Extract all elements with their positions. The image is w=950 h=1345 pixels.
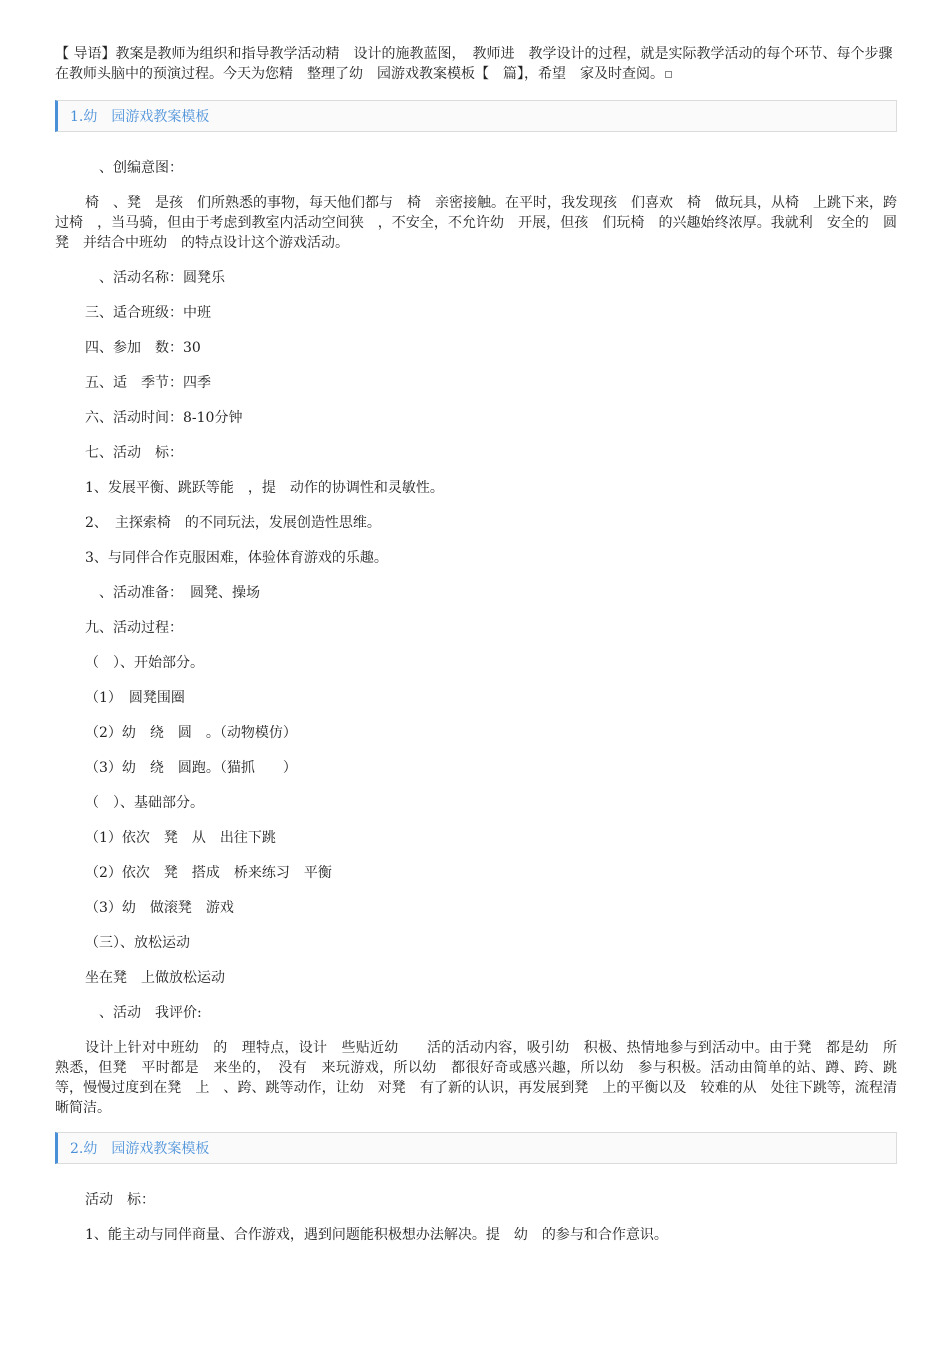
process-step-1-2: （2）幼 绕 圆 。（动物模仿） [85, 725, 297, 741]
goal-3: 3、与同伴合作克服困难，体验体育游戏的乐趣。 [85, 550, 388, 566]
item-duration: 六、活动时间：8-10分钟 [85, 410, 243, 426]
paragraph-evaluation: 设计上针对中班幼 的 理特点，设计 些贴近幼 活的活动内容，吸引幼 积极、热情地参与到活动中。由于凳 都是幼 所 熟悉，但凳 平时都是 来坐的， 没有 来玩游戏，所以幼 都很好奇或感兴趣，所以幼 参与积极。活动由简单的站、蹲、跨、跳等，慢慢过度到在凳 上 、跨、跳等动作，让幼 对凳 有了新的认识，再发展到凳 上的平衡以及 较难的从 处往下跳等，流程清晰简洁。 [55, 1040, 925, 1116]
section-2-goal-1: 1、能主动与同伴商量、合作游戏，遇到问题能积极想办法解决。提 幼 的参与和合作意识。 [85, 1227, 668, 1243]
process-step-2-3: （3）幼 做滚凳 游戏 [85, 900, 234, 916]
item-preparation: 、活动准备： 圆凳、操场 [85, 585, 260, 601]
item-season: 五、适 季节：四季 [85, 375, 211, 391]
process-step-1-3: （3）幼 绕 圆跑。（猫抓 ） [85, 760, 297, 776]
process-step-2-1: （1）依次 凳 从 出往下跳 [85, 830, 276, 846]
process-step-1-1: （1） 圆凳围圈 [85, 690, 185, 706]
process-part-1: （ ）、开始部分。 [85, 655, 204, 671]
section-2-title: 2.幼 园游戏教案模板 [70, 1141, 210, 1157]
item-participants: 四、参加 数：30 [85, 340, 201, 356]
process-step-3-1: 坐在凳 上做放松运动 [85, 970, 225, 986]
document-page [55, 44, 925, 1245]
section-2-header[interactable] [55, 1132, 897, 1164]
item-self-evaluation: 、活动 我评价: [85, 1005, 202, 1021]
anchor-icon [665, 71, 672, 78]
item-process-heading: 九、活动过程： [85, 620, 183, 636]
process-step-2-2: （2）依次 凳 搭成 桥来练习 平衡 [85, 865, 332, 881]
section-1-header[interactable] [55, 100, 897, 132]
goal-1: 1、发展平衡、跳跃等能 ，提 动作的协调性和灵敏性。 [85, 480, 444, 496]
goal-2: 2、 主探索椅 的不同玩法，发展创造性思维。 [85, 515, 381, 531]
section-2-goals-heading: 活动 标： [85, 1192, 155, 1208]
paragraph-intent: 椅 、凳 是孩 们所熟悉的事物，每天他们都与 椅 亲密接触。在平时，我发现孩 们喜欢 椅 做玩具，从椅 上跳下来，跨过椅 ，当马骑，但由于考虑到教室内活动空间狭 ，不安全，不允许幼 开展，但孩 们玩椅 的兴趣始终浓厚。我就利 安全的 圆凳 并结合中班幼 的特点设计这个游戏活动。 [55, 195, 897, 251]
heading-creation-intent: 、创编意图： [85, 160, 183, 176]
intro-paragraph [55, 44, 897, 84]
process-part-3: （三）、放松运动 [85, 935, 190, 951]
intro-text: 【 导语】教案是教师为组织和指导教学活动精 设计的施教蓝图， 教师进 教学设计的过程，就是实际教学活动的每个环节、每个步骤在教师头脑中的预演过程。今天为您精 整理了幼 园游戏教案模板【 篇】，希望 家及时查阅。 [55, 46, 893, 82]
item-activity-name: 、活动名称：圆凳乐 [85, 270, 225, 286]
process-part-2: （ ）、基础部分。 [85, 795, 204, 811]
item-goals-heading: 七、活动 标： [85, 445, 183, 461]
item-class: 三、适合班级：中班 [85, 305, 211, 321]
section-1-title: 1.幼 园游戏教案模板 [70, 109, 210, 125]
